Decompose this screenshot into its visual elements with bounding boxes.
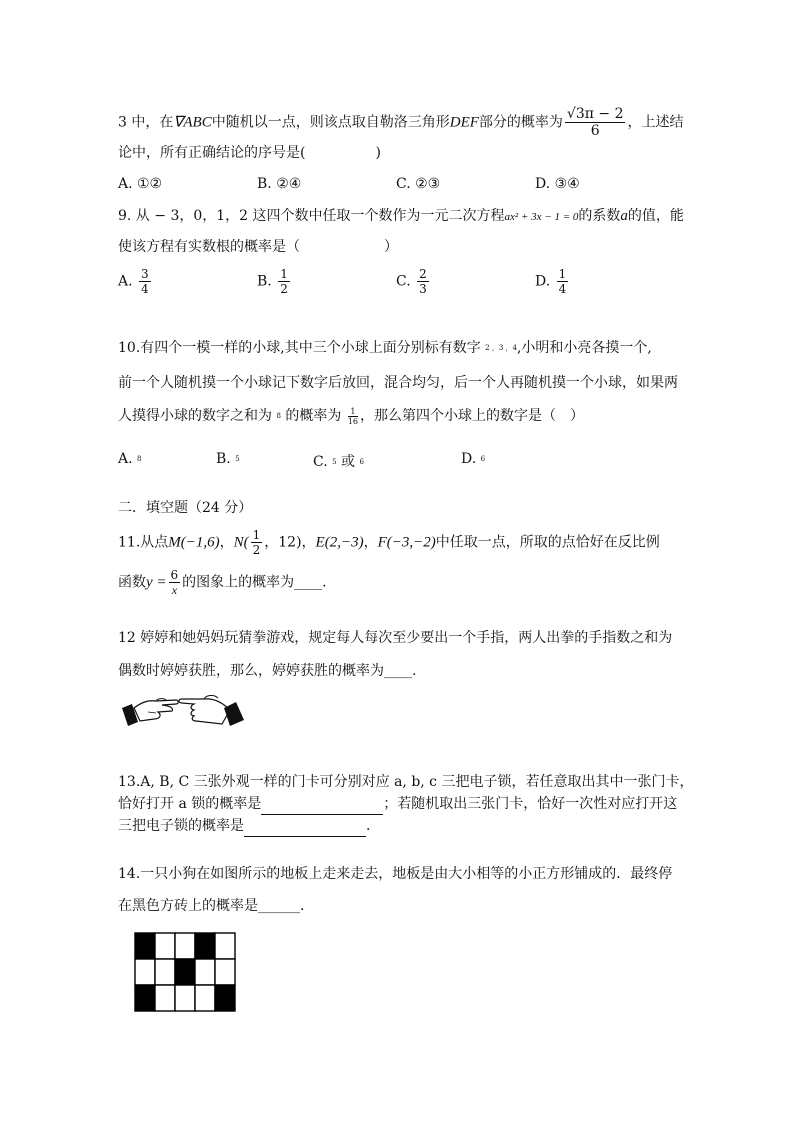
q10-option-a: A. 8	[118, 451, 142, 467]
tile-white	[175, 933, 195, 959]
q10-line3: 人摸得小球的数字之和为 8 的概率为 $\frac{1}{16}$ ，那么第四个小球上的数字是（ ）	[118, 406, 585, 426]
q9-option-a: A. $\frac{3}{4}$	[118, 267, 149, 296]
q8-option-b: B. ②④	[257, 176, 302, 192]
q13-line1: 13.A, B, C 三张外观一样的门卡可分别对应 a, b, c 三把电子锁，若任意取出其中一张门卡，	[118, 774, 694, 790]
section-heading-fill-in: 二．填空题（24 分）	[118, 500, 253, 516]
q13-line3: 三把电子锁的概率是 .	[118, 816, 370, 837]
tile-white	[155, 985, 175, 1011]
tile-white	[155, 933, 175, 959]
tile-black	[175, 959, 195, 985]
tile-black	[135, 933, 155, 959]
tile-white	[195, 959, 215, 985]
tile-white	[215, 933, 235, 959]
q10-option-b: B. 5	[216, 451, 240, 467]
tile-white	[215, 959, 235, 985]
q8-option-d: D. ③④	[535, 176, 580, 192]
q10-option-c: C. 5 或 6	[313, 454, 364, 470]
q8-line1: 3 中，在∇ABC中随机以一点，则该点取自勒洛三角形DEF部分的概率为 $\frac{√3\pi - 2}{6}$ ，上述结	[118, 106, 684, 139]
tile-black	[195, 933, 215, 959]
q8-line2: 论中，所有正确结论的序号是( )	[118, 145, 381, 161]
q11-line2: 函数y = $\frac{6}{x}$ 的图象上的概率为____.	[118, 568, 327, 597]
q14-line2: 在黑色方砖上的概率是______.	[118, 898, 305, 914]
tile-white	[195, 985, 215, 1011]
q13-blank-2[interactable]	[244, 816, 366, 837]
q8-option-a: A. ①②	[118, 176, 163, 192]
tile-black	[215, 985, 235, 1011]
q13-blank-1[interactable]	[261, 794, 383, 815]
q9-option-c: C. $\frac{2}{3}$	[396, 267, 427, 296]
tile-white	[175, 985, 195, 1011]
q14-line1: 14.一只小狗在如图所示的地板上走来走去，地板是由大小相等的小正方形铺成的．最终停	[118, 866, 673, 882]
q9-option-d: D. $\frac{1}{4}$	[535, 267, 567, 296]
q9-option-b: B. $\frac{1}{2}$	[257, 267, 288, 296]
q10-line2: 前一个人随机摸一个小球记下数字后放回，混合均匀，后一个人再随机摸一个小球，如果两	[118, 375, 678, 391]
q13-line2: 恰好打开 a 锁的概率是 ；若随机取出三张门卡，恰好一次性对应打开这	[118, 794, 677, 815]
tile-black	[135, 985, 155, 1011]
q12-line1: 12 婷婷和她妈妈玩猜拳游戏，规定每人每次至少要出一个手指，两人出拳的手指数之和为	[118, 630, 673, 646]
tile-white	[155, 959, 175, 985]
q9-line2: 使该方程有实数根的概率是（ ）	[118, 239, 398, 255]
q8-fraction: $\frac{√3\pi - 2}{6}$	[566, 106, 624, 139]
q11-line1: 11.从点M(−1,6)，N( $\frac{1}{2}$ ，12)，E(2,−3)，F(−3,−2)中任取一点，所取的点恰好在反比例	[118, 528, 660, 557]
q8-option-c: C. ②③	[396, 176, 441, 192]
floor-tile-grid	[134, 932, 236, 1012]
q10-option-d: D. 6	[461, 451, 486, 467]
q12-line2: 偶数时婷婷获胜，那么，婷婷获胜的概率为____.	[118, 663, 417, 679]
q10-line1: 10.有四个一模一样的小球,其中三个小球上面分别标有数字 2 ，3 ，4,小明和小亮各摸一个,	[118, 340, 652, 356]
hands-illustration	[118, 686, 248, 736]
q9-line1: 9. 从 − 3，0，1，2 这四个数中任取一个数作为一元二次方程ax² + 3x − 1 = 0的系数a的值，能	[118, 208, 684, 224]
tile-white	[135, 959, 155, 985]
